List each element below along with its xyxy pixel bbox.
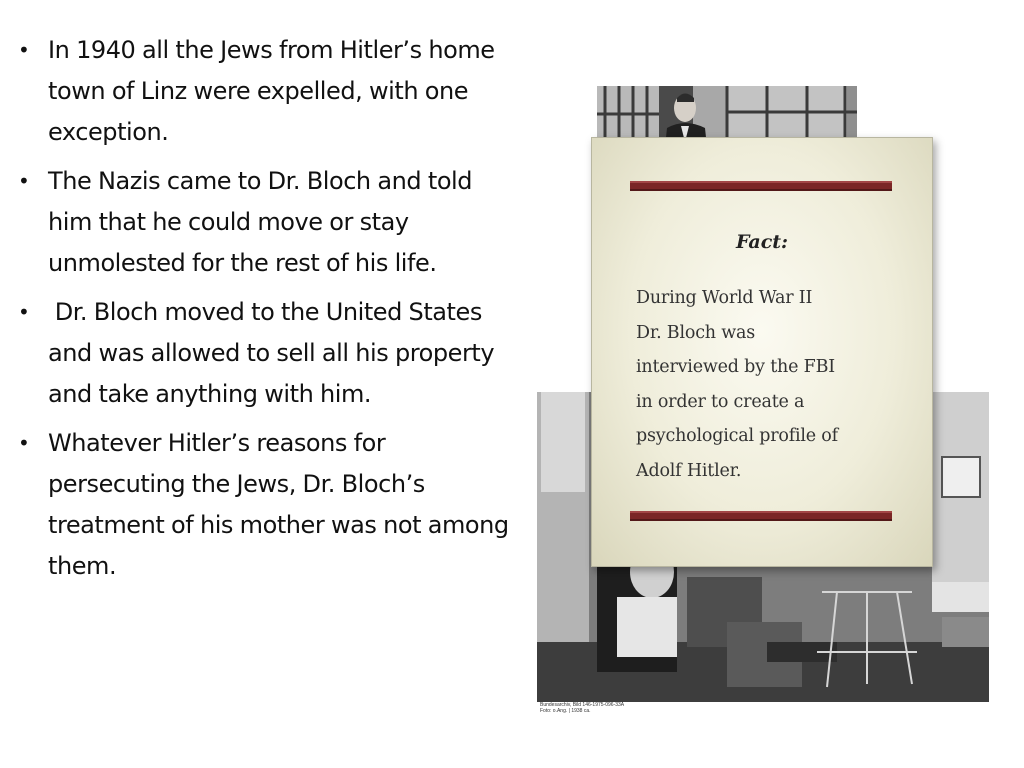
fact-card	[591, 137, 933, 567]
bullet-text: In 1940 all the Jews from Hitler’s home town of Linz were expelled, with one exception.	[48, 36, 495, 146]
bullet-text: Dr. Bloch moved to the United States and was allowed to sell all his property and take anything with him.	[48, 298, 501, 408]
fact-card-top-rule	[630, 181, 892, 191]
bullet-dot-icon: •	[18, 431, 30, 455]
bullet-dot-icon: •	[18, 169, 30, 193]
photo-caption-line: Foto: o.Ang. | 1938 ca.	[540, 708, 591, 714]
bullet-text: Whatever Hitler’s reasons for persecuting the Jews, Dr. Bloch’s treatment of his mother was not among them.	[48, 429, 509, 580]
bullet-item	[16, 292, 516, 415]
bullet-item	[16, 30, 516, 153]
bullet-list	[16, 30, 516, 595]
bullet-dot-icon: •	[18, 300, 30, 324]
bullet-text: The Nazis came to Dr. Bloch and told him that he could move or stay unmolested for the rest of his life.	[48, 167, 473, 277]
photo-caption-line: Bundesarchiv, Bild 146-1975-096-33A	[540, 702, 625, 708]
fact-card-title: Fact:	[735, 231, 789, 253]
bullet-dot-icon: •	[18, 38, 30, 62]
fact-card-body: During World War II Dr. Bloch was interviewed by the FBI in order to create a psychological profile of Adolf Hitler.	[636, 288, 838, 481]
bullet-item	[16, 423, 516, 587]
fact-card-bottom-rule	[630, 511, 892, 521]
bullet-item	[16, 161, 516, 284]
photo-caption	[540, 702, 700, 714]
